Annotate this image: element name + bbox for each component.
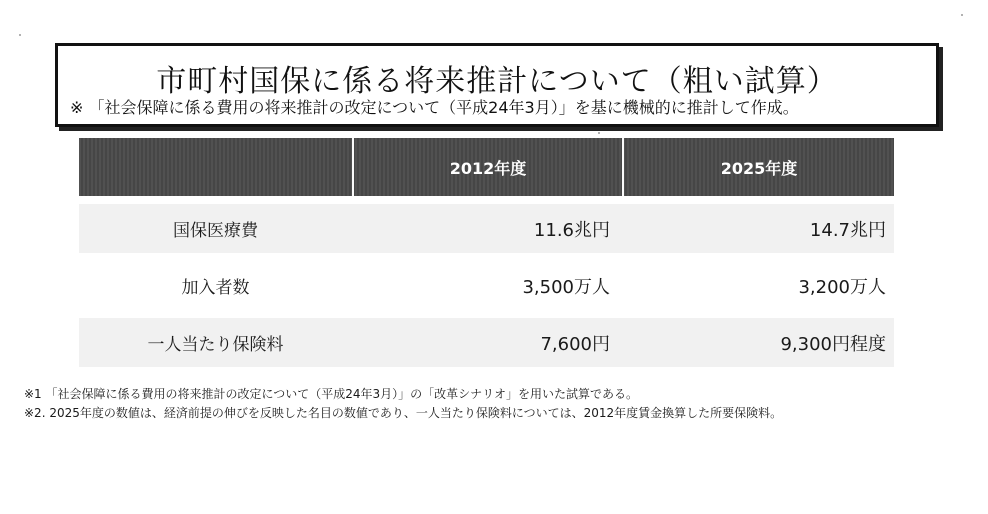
title-box [55,43,939,127]
table-row [79,204,894,253]
value-2025: 14.7兆円 [809,219,886,241]
value-2012: 7,600円 [540,333,610,355]
header-cell-blank [79,138,352,196]
row-label: 一人当たり保険料 [147,335,284,355]
footnote-2: ※2. 2025年度の数値は、経済前提の伸びを反映した名目の数値であり、一人当たり保険料については、2012年度賃金換算した所要保険料。 [24,406,783,420]
page-title: 市町村国保に係る将来推計について（粗い試算） [156,64,838,99]
row-label: 国保医療費 [173,221,258,241]
value-2012: 3,500万人 [522,276,610,298]
table-row [79,261,894,310]
header-cell-2025: 2025年度 [622,138,894,196]
value-2025: 9,300円程度 [780,333,886,355]
scan-speck [961,14,963,16]
scan-speck [598,132,600,134]
header-cell-2012: 2012年度 [352,138,622,196]
table-header [79,138,894,196]
table-row [79,318,894,367]
scan-speck [19,34,21,36]
page-subtitle: ※ 「社会保障に係る費用の将来推計の改定について（平成24年3月）」を基に機械的に推計して作成。 [70,98,799,117]
value-2025: 3,200万人 [798,276,886,298]
value-2012: 11.6兆円 [533,219,610,241]
estimate-table [79,138,894,367]
row-label: 加入者数 [181,278,250,298]
footnote-1: ※1 「社会保障に係る費用の将来推計の改定について（平成24年3月）」の「改革シナリオ」を用いた試算である。 [24,387,639,401]
